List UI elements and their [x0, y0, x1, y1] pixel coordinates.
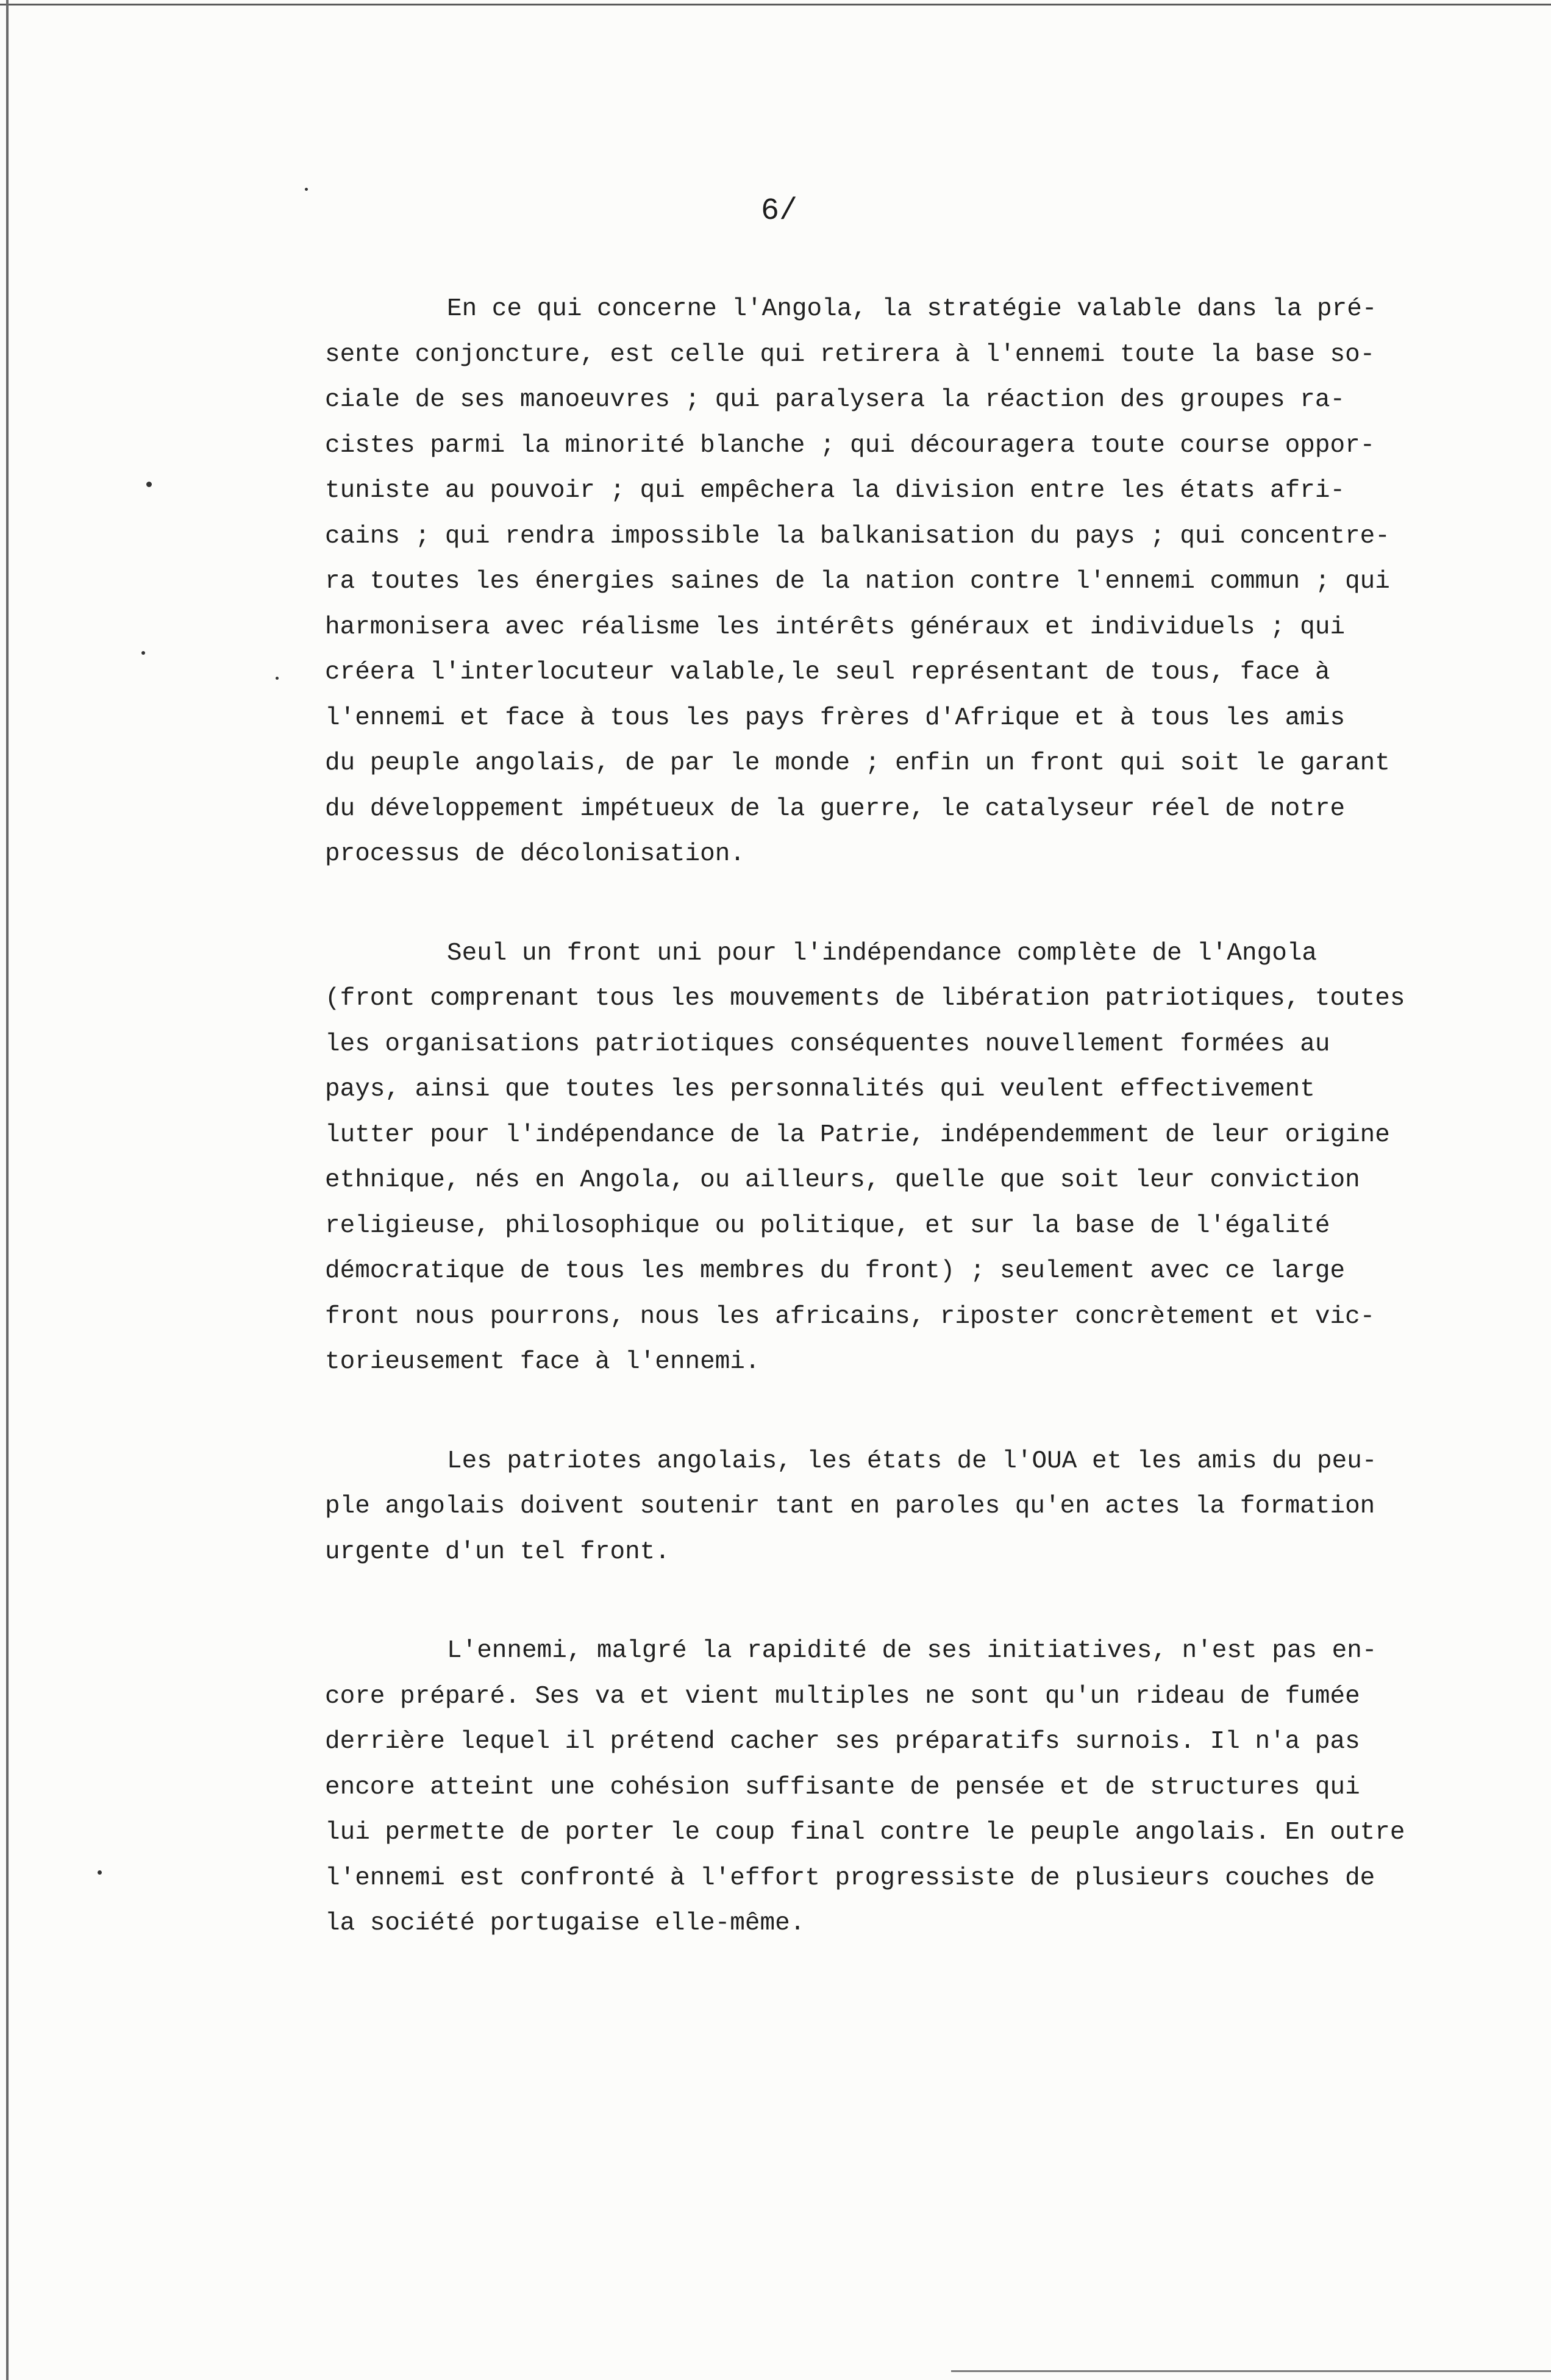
- text-line: démocratique de tous les membres du front) ; seulement avec ce large: [325, 1257, 1346, 1285]
- text-line: core préparé. Ses va et vient multiples ne sont qu'un rideau de fumée: [325, 1682, 1360, 1711]
- text-line: ra toutes les énergies saines de la nation contre l'ennemi commun ; qui: [325, 568, 1390, 596]
- scan-edge-top: [0, 4, 1551, 5]
- scan-edge-bottom: [951, 2370, 1551, 2372]
- text-line: derrière lequel il prétend cacher ses préparatifs surnois. Il n'a pas: [325, 1728, 1360, 1756]
- text-line: la société portugaise elle-même.: [325, 1909, 805, 1937]
- text-line: tuniste au pouvoir ; qui empêchera la division entre les états afri-: [325, 477, 1346, 505]
- text-line: cistes parmi la minorité blanche ; qui découragera toute course oppor-: [325, 431, 1375, 460]
- scan-speck: [146, 482, 152, 487]
- document-body: [325, 287, 1483, 1947]
- paragraph-3: [325, 1439, 1483, 1575]
- scan-speck: [305, 188, 308, 191]
- text-line: l'ennemi et face à tous les pays frères d'Afrique et à tous les amis: [325, 704, 1346, 732]
- text-line: front nous pourrons, nous les africains, riposter concrètement et vic-: [325, 1302, 1375, 1331]
- text-line: sente conjoncture, est celle qui retirera à l'ennemi toute la base so-: [325, 340, 1375, 369]
- text-line: ciale de ses manoeuvres ; qui paralysera la réaction des groupes ra-: [325, 386, 1346, 414]
- paragraph-1: [325, 287, 1483, 877]
- paragraph-2: [325, 931, 1483, 1385]
- text-line: lui permette de porter le coup final contre le peuple angolais. En outre: [325, 1819, 1405, 1847]
- paragraph-spacer: [325, 1575, 1483, 1628]
- text-line: Seul un front uni pour l'indépendance complète de l'Angola: [447, 939, 1317, 967]
- scan-speck: [276, 677, 279, 680]
- paragraph-spacer: [325, 877, 1483, 931]
- text-line: encore atteint une cohésion suffisante de pensée et de structures qui: [325, 1773, 1360, 1801]
- text-line: (front comprenant tous les mouvements de libération patriotiques, toutes: [325, 985, 1405, 1013]
- text-line: lutter pour l'indépendance de la Patrie, indépendemment de leur origine: [325, 1121, 1390, 1149]
- scan-speck: [98, 1870, 102, 1875]
- text-line: cains ; qui rendra impossible la balkanisation du pays ; qui concentre-: [325, 522, 1390, 550]
- text-line: processus de décolonisation.: [325, 840, 745, 868]
- text-line: ple angolais doivent soutenir tant en paroles qu'en actes la formation: [325, 1492, 1375, 1520]
- text-line: Les patriotes angolais, les états de l'OUA et les amis du peu-: [447, 1447, 1377, 1475]
- text-line: En ce qui concerne l'Angola, la stratégie valable dans la pré-: [447, 295, 1377, 323]
- text-line: ethnique, nés en Angola, ou ailleurs, quelle que soit leur conviction: [325, 1166, 1360, 1194]
- text-line: créera l'interlocuteur valable,le seul représentant de tous, face à: [325, 658, 1330, 686]
- text-line: religieuse, philosophique ou politique, et sur la base de l'égalité: [325, 1211, 1330, 1240]
- text-line: du peuple angolais, de par le monde ; enfin un front qui soit le garant: [325, 749, 1390, 777]
- text-line: L'ennemi, malgré la rapidité de ses initiatives, n'est pas en-: [447, 1637, 1377, 1665]
- text-line: du développement impétueux de la guerre, le catalyseur réel de notre: [325, 794, 1346, 823]
- scan-edge-left: [6, 0, 9, 2380]
- text-line: urgente d'un tel front.: [325, 1537, 670, 1566]
- text-line: l'ennemi est confronté à l'effort progressiste de plusieurs couches de: [325, 1864, 1375, 1892]
- text-line: les organisations patriotiques conséquentes nouvellement formées au: [325, 1030, 1330, 1058]
- paragraph-4: [325, 1628, 1483, 1947]
- page-number: 6/: [761, 194, 798, 229]
- text-line: harmonisera avec réalisme les intérêts généraux et individuels ; qui: [325, 613, 1346, 641]
- text-line: pays, ainsi que toutes les personnalités qui veulent effectivement: [325, 1075, 1315, 1103]
- paragraph-spacer: [325, 1385, 1483, 1439]
- text-line: torieusement face à l'ennemi.: [325, 1348, 760, 1376]
- scan-speck: [141, 651, 145, 655]
